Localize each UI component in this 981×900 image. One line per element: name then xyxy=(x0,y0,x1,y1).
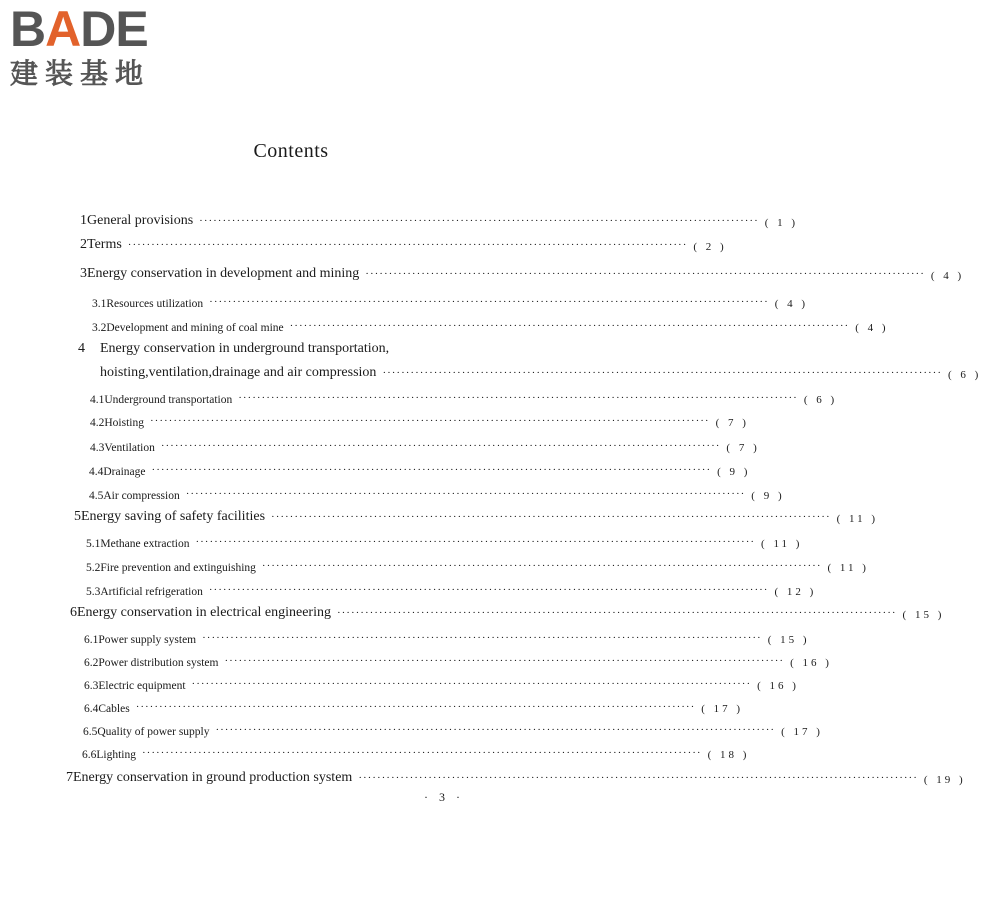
toc-page-number: ( 16 ) xyxy=(790,657,832,669)
toc-page-number: ( 18 ) xyxy=(707,749,750,761)
toc-page-number: ( 11 ) xyxy=(761,538,803,550)
toc-section-entry[interactable] xyxy=(82,737,750,761)
dot-leader: ························································································································ xyxy=(195,536,756,548)
toc-entry-label: Power supply system xyxy=(98,634,197,646)
toc-entry-number: 4 xyxy=(78,341,85,356)
toc-page-number: ( 11 ) xyxy=(836,513,879,525)
dot-leader: ························································································································ xyxy=(336,607,897,619)
toc-page-number: ( 2 ) xyxy=(693,241,727,253)
dot-leader: ························································································································ xyxy=(135,701,696,713)
toc-entry-number: 3.1 xyxy=(92,298,107,310)
toc-section-entry[interactable] xyxy=(92,286,809,310)
toc-section-entry[interactable] xyxy=(90,382,838,406)
toc-page-number: ( 4 ) xyxy=(774,298,809,310)
toc-section-entry[interactable] xyxy=(84,645,832,669)
toc-section-entry[interactable] xyxy=(90,405,749,429)
dot-leader: ························································································································ xyxy=(208,584,769,596)
toc-entry-number: 4.1 xyxy=(90,394,105,406)
toc-entry-number: 6.1 xyxy=(84,634,99,646)
toc-chapter-entry[interactable] xyxy=(80,258,965,282)
toc-page-number: ( 16 ) xyxy=(757,680,799,692)
toc-chapter-entry[interactable] xyxy=(78,333,500,357)
toc-page-number: ( 9 ) xyxy=(751,490,785,502)
dot-leader: ························································································································ xyxy=(289,320,850,332)
toc-entry-label: Fire prevention and extinguishing xyxy=(100,562,256,574)
toc-section-entry[interactable] xyxy=(86,550,869,574)
toc-page-number: ( 15 ) xyxy=(767,634,810,646)
toc-section-entry[interactable] xyxy=(92,310,889,334)
toc-entry-number: 7 xyxy=(66,770,73,785)
toc-entry-label: General provisions xyxy=(87,213,194,228)
toc-entry-number: 6.5 xyxy=(83,726,98,738)
toc-entry-label: Cables xyxy=(98,703,130,715)
toc-entry-label: Terms xyxy=(87,237,122,252)
toc-section-entry[interactable] xyxy=(89,454,751,478)
dot-leader: ························································································································ xyxy=(151,464,712,476)
toc-section-entry[interactable] xyxy=(84,668,799,692)
toc-page-number: ( 7 ) xyxy=(726,442,760,454)
toc-entry-label: Lighting xyxy=(96,749,136,761)
dot-leader: ························································································································ xyxy=(150,415,710,427)
toc-page-number: ( 17 ) xyxy=(781,726,823,738)
toc-entry-number: 5.1 xyxy=(86,538,101,550)
dot-leader: ························································································································ xyxy=(202,632,762,644)
dot-leader: ························································································································ xyxy=(365,268,925,280)
toc-section-entry[interactable] xyxy=(86,526,803,550)
dot-leader: ························································································································ xyxy=(185,488,746,500)
dot-leader: ························································································································ xyxy=(358,772,918,784)
toc-entry-number: 4.4 xyxy=(89,466,104,478)
toc-entry-number: 2 xyxy=(80,237,87,252)
toc-page-number: ( 9 ) xyxy=(717,466,751,478)
toc-section-entry[interactable] xyxy=(84,622,810,646)
toc-entry-label: Ventilation xyxy=(104,442,155,454)
toc-entry-label: Energy conservation in underground transportation, xyxy=(100,341,390,356)
dot-leader: ························································································································ xyxy=(199,215,759,227)
toc-page-number: ( 17 ) xyxy=(701,703,744,715)
dot-leader: ························································································································ xyxy=(191,678,752,690)
dot-leader: ························································································································ xyxy=(209,296,769,308)
toc-page-number: ( 11 ) xyxy=(827,562,869,574)
dot-leader: ························································································································ xyxy=(238,392,798,404)
toc-entry-number: 6.2 xyxy=(84,657,99,669)
dot-leader: ························································································································ xyxy=(224,655,785,667)
toc-entry-number: 5.3 xyxy=(86,586,101,598)
toc-page-number: ( 6 ) xyxy=(803,394,838,406)
toc-entry-number: 1 xyxy=(80,213,87,228)
toc-entry-label: hoisting,ventilation,drainage and air compression xyxy=(100,365,377,380)
toc-entry-label: Artificial refrigeration xyxy=(100,586,203,598)
toc-page-number: ( 6 ) xyxy=(948,369,981,381)
toc-section-entry[interactable] xyxy=(83,714,823,738)
toc-entry-label: Resources utilization xyxy=(106,298,204,310)
toc-entry-number: 4.3 xyxy=(90,442,105,454)
toc-entry-label: Energy conservation in ground production system xyxy=(73,770,353,785)
toc-entry-label: Energy conservation in development and mining xyxy=(87,266,360,281)
toc-chapter-entry[interactable] xyxy=(100,357,981,381)
toc-entry-label: Drainage xyxy=(103,466,146,478)
toc-entry-number: 4.2 xyxy=(90,417,105,429)
toc-page-number: ( 7 ) xyxy=(715,417,749,429)
toc-section-entry[interactable] xyxy=(89,478,785,502)
dot-leader: ························································································································ xyxy=(261,560,822,572)
toc-page-number: ( 15 ) xyxy=(902,609,945,621)
dot-leader: ························································································································ xyxy=(160,440,721,452)
dot-leader: ························································································································ xyxy=(382,367,943,379)
toc-entry-number: 6.3 xyxy=(84,680,99,692)
dot-leader: ························································································································ xyxy=(271,511,831,523)
page-title: Contents xyxy=(253,140,329,162)
toc-entry-number: 6.6 xyxy=(82,749,97,761)
toc-chapter-entry[interactable] xyxy=(70,597,945,621)
toc-entry-label: Energy saving of safety facilities xyxy=(81,509,266,524)
toc-entry-label: Quality of power supply xyxy=(97,726,210,738)
toc-page-number: ( 1 ) xyxy=(764,217,799,229)
toc-section-entry[interactable] xyxy=(90,430,760,454)
toc-section-entry[interactable] xyxy=(86,574,817,598)
dot-leader: ························································································································ xyxy=(215,724,776,736)
toc-entry-label: Development and mining of coal mine xyxy=(106,322,284,334)
toc-entry-number: 6 xyxy=(70,605,77,620)
toc-entry-label: Methane extraction xyxy=(100,538,190,550)
toc-entry-number: 6.4 xyxy=(84,703,99,715)
toc-entry-number: 3.2 xyxy=(92,322,107,334)
toc-entry-number: 5.2 xyxy=(86,562,101,574)
toc-entry-label: Energy conservation in electrical engineering xyxy=(77,605,331,620)
logo-subtitle: 建装基地 xyxy=(10,57,151,90)
toc-entry-label: Hoisting xyxy=(104,417,144,429)
logo-a: A xyxy=(45,1,81,57)
toc-entry-number: 5 xyxy=(74,509,81,524)
toc-page-number: ( 4 ) xyxy=(930,270,965,282)
toc-entry-number: 4.5 xyxy=(89,490,104,502)
logo-wordmark xyxy=(10,1,180,57)
toc-entry-number: 3 xyxy=(80,266,87,281)
toc-page-number: ( 19 ) xyxy=(923,774,966,786)
page-number: · 3 · xyxy=(424,790,464,804)
toc-entry-label: Power distribution system xyxy=(98,657,219,669)
toc-page-number: ( 4 ) xyxy=(855,322,889,334)
toc-section-entry[interactable] xyxy=(84,691,744,715)
logo-de: DE xyxy=(80,1,148,57)
toc-chapter-entry[interactable] xyxy=(80,205,799,229)
toc-entry-label: Underground transportation xyxy=(104,394,233,406)
bade-logo xyxy=(10,1,180,96)
toc-chapter-entry[interactable] xyxy=(74,501,879,525)
toc-entry-label: Electric equipment xyxy=(98,680,186,692)
logo-b: B xyxy=(10,1,46,57)
dot-leader: ························································································································ xyxy=(127,239,688,251)
toc-chapter-entry[interactable] xyxy=(66,762,966,786)
dot-leader: ························································································································ xyxy=(142,747,702,759)
toc-page-number: ( 12 ) xyxy=(774,586,817,598)
toc-chapter-entry[interactable] xyxy=(80,229,727,253)
toc-entry-label: Air compression xyxy=(103,490,180,502)
